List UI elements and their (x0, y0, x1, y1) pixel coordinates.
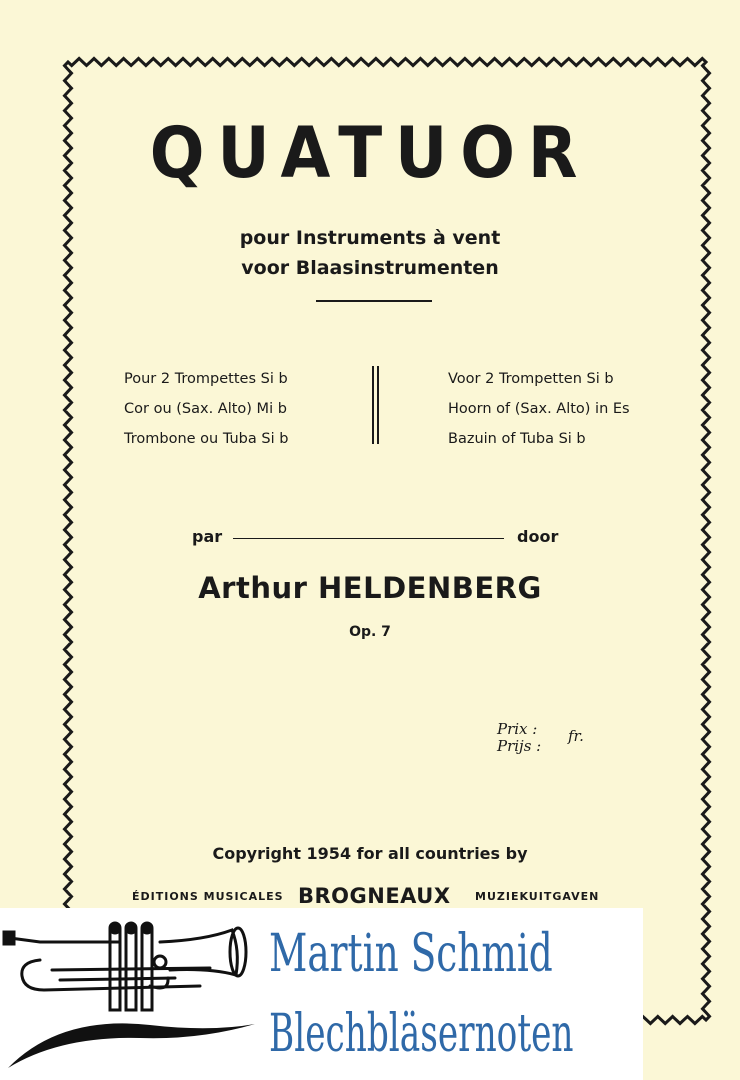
publisher-left: ÉDITIONS MUSICALES (132, 890, 284, 903)
composer-name: Arthur HELDENBERG (198, 571, 542, 605)
par-door-rule (233, 538, 504, 539)
watermark-line-2: Blechbläsernoten (269, 1004, 574, 1064)
instrument-item: Hoorn of (Sax. Alto) in Es (448, 401, 630, 417)
subtitle-french: pour Instruments à vent (239, 227, 501, 249)
watermark-line-1: Martin Schmid (269, 924, 553, 984)
trumpet-logo (0, 920, 265, 1080)
subtitle-divider (316, 300, 432, 302)
instrument-list-french (124, 372, 288, 462)
page-title: QUATUOR (149, 112, 591, 194)
price-label-french: Prix : (497, 720, 538, 738)
instrument-item: Voor 2 Trompetten Si b (448, 371, 614, 387)
instrument-item: Pour 2 Trompettes Si b (124, 371, 288, 387)
price-unit: fr. (568, 727, 584, 745)
column-divider (377, 366, 379, 444)
instrument-list-dutch (448, 372, 630, 462)
par-label: par (192, 527, 223, 546)
subtitle-dutch: voor Blaasinstrumenten (241, 257, 499, 279)
column-divider (372, 366, 374, 444)
publisher-right: MUZIEKUITGAVEN (475, 890, 600, 903)
copyright-notice: Copyright 1954 for all countries by (212, 844, 528, 863)
opus-number: Op. 7 (349, 624, 391, 640)
publisher-line (132, 884, 632, 908)
price-label (497, 721, 541, 755)
publisher-name: BROGNEAUX (298, 884, 451, 908)
instrument-item: Cor ou (Sax. Alto) Mi b (124, 401, 287, 417)
instrument-item: Trombone ou Tuba Si b (124, 431, 289, 447)
instrument-item: Bazuin of Tuba Si b (448, 431, 586, 447)
price-label-dutch: Prijs : (497, 737, 542, 755)
door-label: door (517, 527, 559, 546)
